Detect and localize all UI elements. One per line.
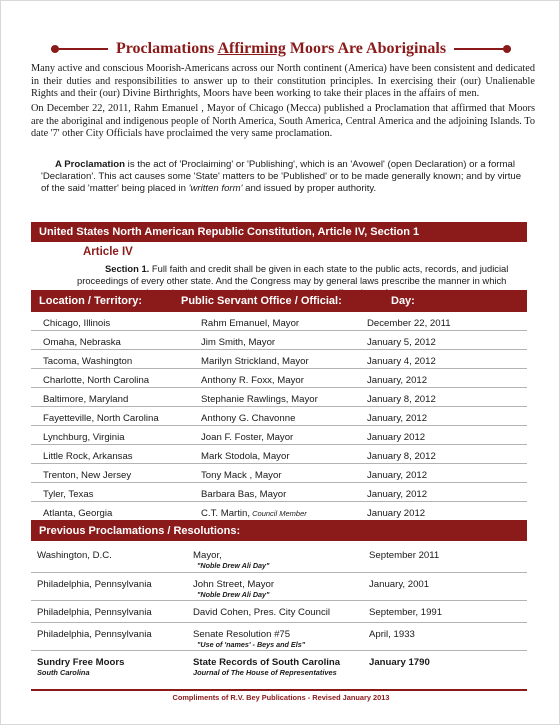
title-part-2: Affirming [217,40,286,57]
cell-official: Anthony G. Chavonne [201,413,296,424]
row-divider [31,600,527,601]
header-official: Public Servant Office / Official: [181,295,342,307]
prev-official: Senate Resolution #75 [193,629,291,640]
prev-day: January 1790 [369,657,430,668]
section-body: Full faith and credit shall be given in each state to the public acts, records, and judicial proceedings of every other state. And the Congress may by general laws prescribe the manner in which [77,263,509,286]
title-rule-left [51,48,108,50]
table-header-bar [31,290,527,312]
definition-text-2: and issued by proper authority. [242,183,377,195]
prev-location: Philadelphia, Pennsylvania [37,629,152,640]
prev-day: April, 1933 [369,629,415,640]
cell-location: Fayetteville, North Carolina [43,413,159,424]
cell-official: Rahm Emanuel, Mayor [201,318,300,329]
prev-day: September 2011 [369,550,440,561]
prev-day: January, 2001 [369,579,430,590]
cell-official: Anthony R. Foxx, Mayor [201,375,304,386]
cell-official: Joan F. Foster, Mayor [201,432,294,443]
cell-official: Tony Mack , Mayor [201,470,282,481]
cell-official-note: Council Member [250,509,307,518]
intro-paragraph-1: Many active and conscious Moorish-Americans across our North continent (America) have been consistent and dedicated in their duties and responsibilities to answer up to their constitution principles. In exercising their (our) Unalienable Rights and their (our) Divine Birthrights, Moors have been working to take their places in the affairs of men. [31,63,535,99]
prev-location: Philadelphia, Pennsylvania [37,607,152,618]
cell-day: January 5, 2012 [367,337,436,348]
cell-location: Atlanta, Georgia [43,508,113,519]
prev-location: Washington, D.C. [37,550,112,561]
section-label: Section 1. [105,263,150,274]
cell-official: Stephanie Rawlings, Mayor [201,394,318,405]
cell-day: January, 2012 [367,375,428,386]
cell-day: January 4, 2012 [367,356,436,367]
cell-location: Baltimore, Maryland [43,394,129,405]
cell-day: January, 2012 [367,489,428,500]
prev-subtitle: "Noble Drew Ali Day" [197,561,270,570]
cell-day: December 22, 2011 [367,318,451,329]
header-day: Day: [391,295,415,307]
cell-location: Lynchburg, Virginia [43,432,125,443]
title-part-3: Moors Are Aboriginals [289,40,447,57]
definition-italic: 'written form' [188,183,243,195]
cell-official: Mark Stodola, Mayor [201,451,290,462]
definition-term: A Proclamation [55,159,126,170]
prev-location: Sundry Free Moors [37,657,125,668]
prev-location-subtitle: South Carolina [37,668,90,677]
prev-official: John Street, Mayor [193,579,275,590]
cell-official: Barbara Bas, Mayor [201,489,287,500]
row-divider [31,572,527,573]
cell-official: Jim Smith, Mayor [201,337,276,348]
cell-location: Charlotte, North Carolina [43,375,150,386]
cell-location: Tyler, Texas [43,489,94,500]
definition-text-1: is the act of 'Proclaiming' or 'Publishing', which is an 'Avowel' (open Declaration) or a formal 'Declaration'. This act causes some 'State' matters to be 'Published' or to be made generally known; and by virtue of the said 'matter' being placed in [41,159,522,195]
cell-day: January, 2012 [367,413,428,424]
prev-location: Philadelphia, Pennsylvania [37,579,152,590]
cell-official: C.T. Martin, Council Member [201,508,307,519]
title-text [108,40,454,58]
footer-rule [31,689,527,691]
page-title [51,39,511,59]
prev-official: Mayor, [193,550,222,561]
prev-subtitle: "Noble Drew Ali Day" [197,590,270,599]
cell-day: January, 2012 [367,470,428,481]
prev-subtitle: "Use of 'names' - Beys and Els" [197,640,306,649]
header-location: Location / Territory: [39,295,143,307]
proclamation-definition [41,159,531,196]
prev-official: David Cohen, Pres. City Council [193,607,331,618]
cell-day: January 8, 2012 [367,394,436,405]
row-divider [31,622,527,623]
row-divider [31,650,527,651]
cell-location: Little Rock, Arkansas [43,451,133,462]
footer-credit: Compliments of R.V. Bey Publications - Revised January 2013 [172,693,390,702]
title-part-1: Proclamations [115,40,215,57]
cell-location: Chicago, Illinois [43,318,111,329]
prev-official-subtitle: Journal of The House of Representatives [193,668,337,677]
cell-day: January 2012 [367,508,426,519]
article-title: Article IV [83,246,133,258]
constitution-heading-bar: United States North American Republic Constitution, Article IV, Section 1 [31,222,527,242]
prev-official: State Records of South Carolina [193,657,341,668]
cell-day: January 8, 2012 [367,451,436,462]
title-rule-right [454,48,511,50]
intro-paragraph-2: On December 22, 2011, Rahm Emanuel , Mayor of Chicago (Mecca) published a Proclamation that affirmed that Moors are the aboriginal and indigenous people of North America, South America, Central America and the adjoining Islands. To date '7' other City Officials have proclaimed the very same proclamation. [31,103,535,139]
cell-location: Omaha, Nebraska [43,337,121,348]
prev-day: September, 1991 [369,607,443,618]
cell-location: Trenton, New Jersey [43,470,132,481]
cell-official: Marilyn Strickland, Mayor [201,356,309,367]
cell-day: January 2012 [367,432,426,443]
cell-location: Tacoma, Washington [43,356,133,367]
previous-heading-bar: Previous Proclamations / Resolutions: [31,520,527,541]
